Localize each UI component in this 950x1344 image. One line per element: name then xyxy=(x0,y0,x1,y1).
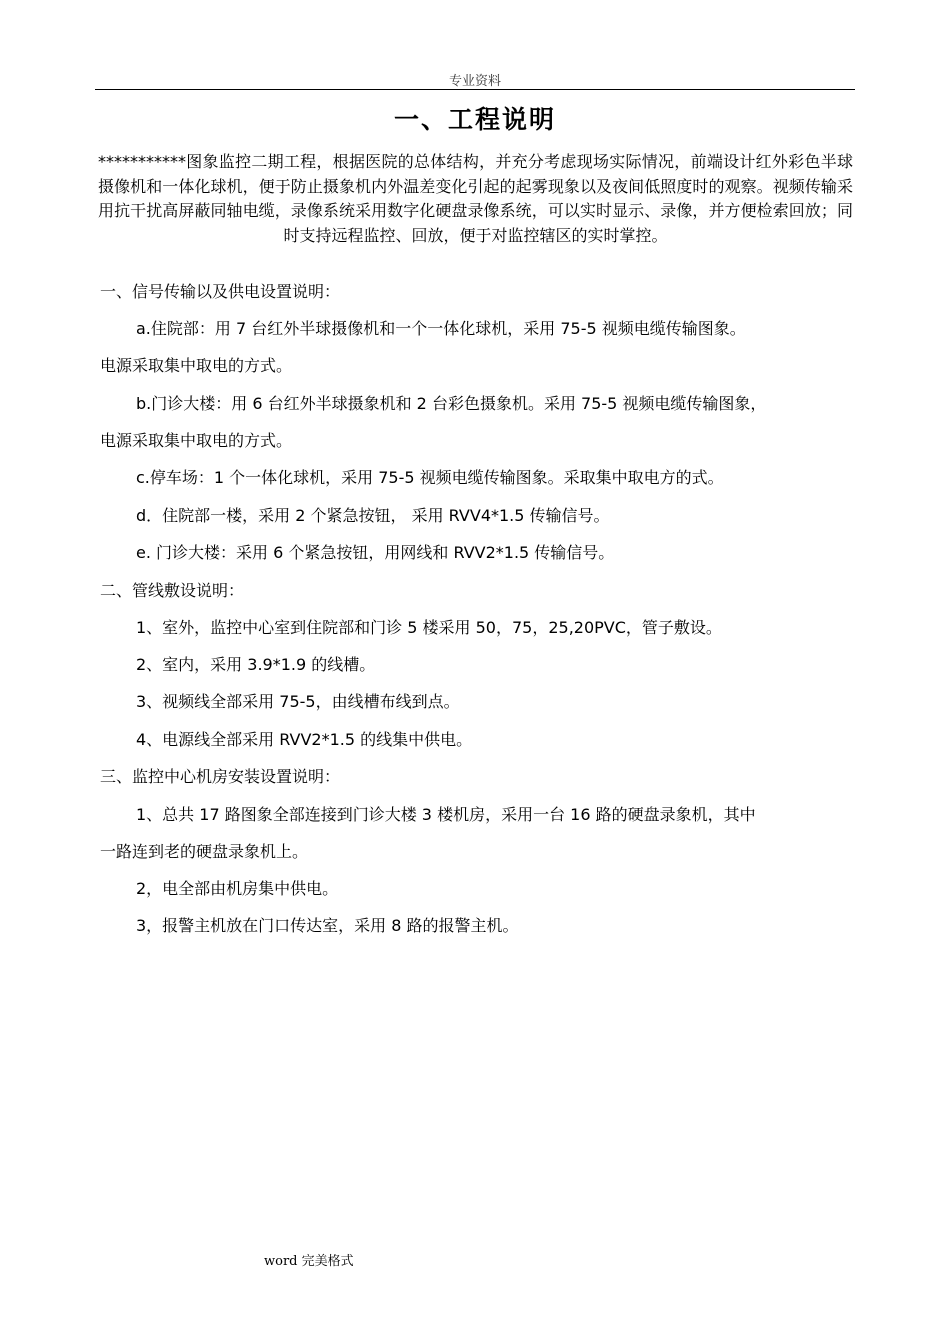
section-3-item-3: 3，报警主机放在门口传达室，采用 8 路的报警主机。 xyxy=(136,916,519,935)
section-1-item-a: a.住院部：用 7 台红外半球摄像机和一个一体化球机，采用 75-5 视频电缆传输图象。 xyxy=(136,319,746,338)
section-1-item-e: e. 门诊大楼：采用 6 个紧急按钮，用网线和 RVV2*1.5 传输信号。 xyxy=(136,543,615,562)
section-1-item-a-cont: 电源采取集中取电的方式。 xyxy=(100,356,293,375)
section-1-heading: 一、信号传输以及供电设置说明： xyxy=(100,282,341,301)
section-2-item-3: 3、视频线全部采用 75-5，由线槽布线到点。 xyxy=(136,692,460,711)
page-title: 一、工程说明 xyxy=(393,105,556,134)
page-header: 专业资料 xyxy=(448,74,501,89)
section-1-item-b-cont: 电源采取集中取电的方式。 xyxy=(100,431,293,450)
section-1-item-d: d．住院部一楼，采用 2 个紧急按钮， 采用 RVV4*1.5 传输信号。 xyxy=(136,506,610,525)
intro-paragraph: ***********图象监控二期工程，根据医院的总体结构，并充分考虑现场实际情况，前端设计红外彩色半球摄像机和一体化球机，便于防止摄象机内外温差变化引起的起雾现象以及夜间低照度时的观察。视频传输采用抗干扰高屏蔽同轴电缆，录像系统采用数字化硬盘录像系统，可以实时显示、录像，并方便检索回放；同时支持远程监控、回放，便于对监控辖区的实时掌控。 xyxy=(98,152,853,245)
section-3-item-1: 1、总共 17 路图象全部连接到门诊大楼 3 楼机房，采用一台 16 路的硬盘录象机，其中 xyxy=(136,805,756,824)
section-2-item-1: 1、室外，监控中心室到住院部和门诊 5 楼采用 50，75，25,20PVC，管子敷设。 xyxy=(136,618,722,637)
section-2-item-2: 2、室内，采用 3.9*1.9 的线槽。 xyxy=(136,655,376,674)
section-3-item-1-cont: 一路连到老的硬盘录象机上。 xyxy=(100,842,309,861)
section-1-item-c: c.停车场：1 个一体化球机，采用 75-5 视频电缆传输图象。采取集中取电方的式。 xyxy=(136,468,724,487)
section-1-item-b: b.门诊大楼：用 6 台红外半球摄象机和 2 台彩色摄象机。采用 75-5 视频电缆传输图象， xyxy=(136,394,767,413)
section-2-heading: 二、管线敷设说明： xyxy=(100,581,245,600)
header-rule xyxy=(95,89,855,90)
section-3-heading: 三、监控中心机房安装设置说明： xyxy=(100,767,341,786)
page-footer: word 完美格式 xyxy=(264,1254,354,1269)
section-3-item-2: 2，电全部由机房集中供电。 xyxy=(136,879,339,898)
section-2-item-4: 4、电源线全部采用 RVV2*1.5 的线集中供电。 xyxy=(136,730,473,749)
